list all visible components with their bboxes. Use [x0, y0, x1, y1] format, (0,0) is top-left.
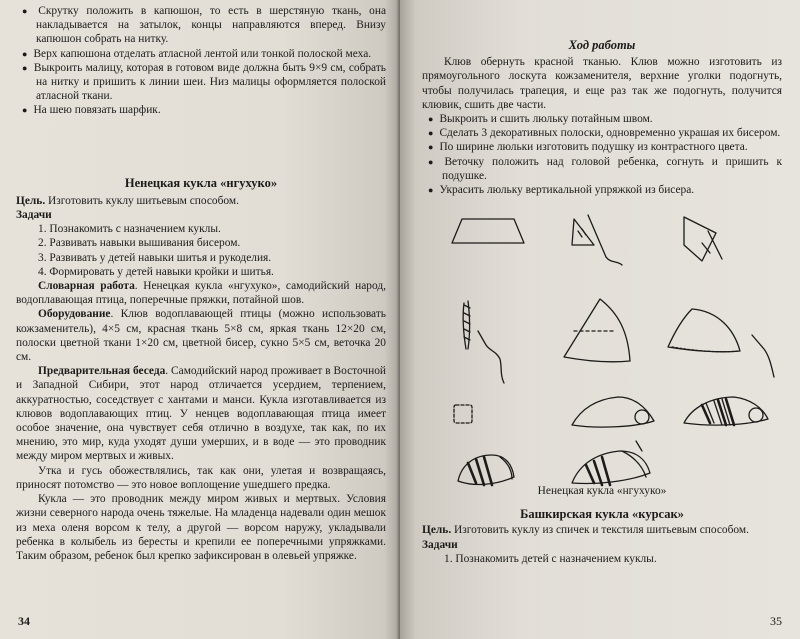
doll-front-drawing	[458, 455, 514, 485]
intro-bullet: ● На шею повязать шарфик.	[16, 103, 386, 117]
next-goal-paragraph	[422, 523, 782, 537]
section-title-work: Ход работы	[568, 38, 636, 52]
figure-caption: Ненецкая кукла «нгухуко»	[537, 485, 667, 498]
intro-bullet: ● Верх капюшона отделать атласной лентой или тонкой полоской меха.	[16, 47, 386, 61]
goal-paragraph	[16, 194, 386, 208]
doll-finished-drawing	[572, 441, 650, 485]
beak-fold-drawing	[572, 215, 622, 265]
equipment-text: . Клюв водоплавающей птицы (можно использовать кожзаменитель), 4×5 см, красная ткань 5×8 см, яркая ткань 12×20 см, полоски цветной ткани 1×20 см, цветной бисер, сукно 5×5 см, веточка 20 см.	[16, 308, 386, 364]
vocab-label: Словарная работа	[38, 280, 135, 293]
talk-label: Предварительная беседа	[38, 365, 166, 378]
task-item: 3. Развивать у детей навыки шитья и рукоделия.	[38, 251, 272, 264]
page-number-left: 34	[18, 614, 30, 628]
vocab-paragraph	[16, 279, 386, 307]
duck-paragraph: Утка и гусь обожествлялись, так как они, улетая и возвращаясь, приносят потомство — это новое воплощение ушедшего предка.	[16, 464, 386, 491]
intro-bullet: ● Выкроить малицу, которая в готовом виде должна быть 9×9 см, собрать на нитку и пришить к линии шеи. Низ малицы оформляется полоской атласной ткани.	[16, 61, 386, 104]
work-intro: Клюв обернуть красной тканью. Клюв можно изготовить из прямоугольного лоскута кожзаменителя, верхние уголки подогнуть, чтобы получилась трапеция, и еще раз так же подогнуть, получится клювик, сшить две части.	[422, 56, 782, 111]
next-goal-label: Цель.	[422, 524, 452, 537]
task-item: 1. Познакомить с назначением куклы.	[38, 223, 221, 236]
step-item: ● Веточку положить над головой ребенка, согнуть и пришить к подушке.	[422, 155, 782, 183]
right-page	[400, 0, 800, 639]
instruction-figure	[422, 201, 782, 503]
cradle-stripes-drawing	[684, 397, 768, 425]
talk-text: . Самодийский народ проживает в Восточной и Западной Сибири, этот народ отличается усердием, терпением, аккуратностью, соседствует с хантами и манси. Кукла изготавливается из клювов водоплавающих птиц. У ненцев водоплавающая птица имеет особое значение, она чувствует себя отлично в воздухе, так как, по их мнению, это мир, куда уходят души умерших, и в воде — это проводник между миром мертвых и живых.	[16, 365, 386, 463]
cradle-pillow-drawing	[572, 397, 654, 427]
vocab-text: . Ненецкая кукла «нгухуко», самодийский народ, водоплавающая птица, поперечные пряжки, потайной шов.	[16, 280, 386, 307]
next-tasks-label: Задачи	[422, 538, 458, 551]
section-title-kursak: Башкирская кукла «курсак»	[520, 507, 684, 522]
pillow-drawing	[454, 405, 472, 423]
task-item: 2. Развивать навыки вышивания бисером.	[38, 237, 241, 250]
goal-text: Изготовить куклу шитьевым способом.	[45, 194, 239, 207]
step-item: ● Сделать 3 декоративных полоски, одновременно украшая их бисером.	[422, 126, 782, 140]
next-goal-text: Изготовить куклу из спичек и текстиля шитьевым способом.	[451, 524, 749, 537]
instruction-drawings	[422, 201, 782, 501]
cradle-sewing-drawing	[668, 309, 774, 377]
step-item: ● Выкроить и сшить люльку потайным швом.	[422, 112, 782, 126]
next-task-item: 1. Познакомить детей с назначением куклы.	[444, 552, 657, 565]
trapezoid-drawing	[452, 219, 524, 243]
doll-paragraph: Кукла — это проводник между миром живых и мертвых. Условия жизни северного народа очень тяжелые. На младенца надевали один мешок из меха оленя ворсом к телу, а другой — ворсом наружу, укладывали ребенка в колыбель из бересты и крепили ее поперечными упряжками. Таким образом, ребенок был крепко зафиксирован в олевьей упряжке.	[16, 493, 386, 562]
equipment-label: Оборудование	[38, 308, 111, 321]
equipment-paragraph	[16, 307, 386, 364]
talk-paragraph	[16, 364, 386, 463]
page-number-right: 35	[770, 614, 782, 628]
intro-bullet: ● Скрутку положить в капюшон, то есть в шерстяную ткань, она накладывается на затылок, концы направляются вперед. Внизу капюшон собрать на нитку.	[16, 4, 386, 47]
step-item: ● Украсить люльку вертикальной упряжкой из бисера.	[422, 183, 782, 197]
goal-label: Цель.	[16, 194, 46, 207]
cradle-pattern-drawing	[564, 299, 630, 362]
branch-drawing	[463, 301, 504, 383]
task-item: 4. Формировать у детей навыки кройки и шитья.	[38, 265, 274, 278]
beak-wrap-drawing	[684, 217, 722, 261]
step-item: ● По ширине люльки изготовить подушку из контрастного цвета.	[422, 140, 782, 154]
section-title-ngukhuko: Ненецкая кукла «нгухуко»	[124, 175, 278, 190]
tasks-label: Задачи	[16, 209, 52, 222]
